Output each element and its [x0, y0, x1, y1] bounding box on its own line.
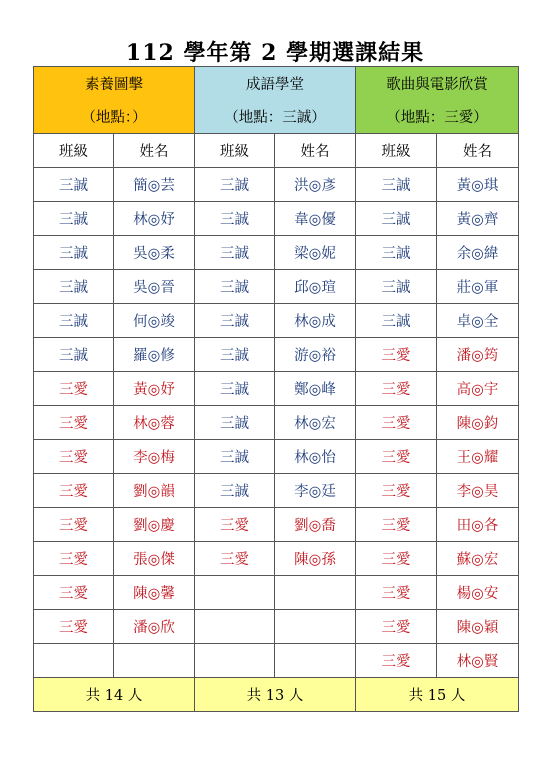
class-column-header: 班級 [34, 134, 114, 168]
student-name-cell: 韋◎優 [275, 202, 356, 236]
student-name-cell: 林◎妤 [114, 202, 195, 236]
student-name-cell: 簡◎芸 [114, 168, 195, 202]
class-cell: 三愛 [195, 542, 275, 576]
student-name-cell: 陳◎鈞 [437, 406, 519, 440]
class-cell: 三愛 [356, 372, 437, 406]
class-cell: 三誠 [356, 304, 437, 338]
class-cell [34, 644, 114, 678]
class-cell [195, 610, 275, 644]
column-header-row [34, 134, 519, 168]
table-row [34, 440, 519, 474]
class-cell: 三愛 [356, 542, 437, 576]
student-name-cell: 劉◎慶 [114, 508, 195, 542]
student-name-cell: 林◎宏 [275, 406, 356, 440]
class-cell: 三愛 [34, 406, 114, 440]
class-cell: 三愛 [195, 508, 275, 542]
course-name: 素養圖擊 [34, 67, 195, 101]
course-location-row [34, 100, 519, 134]
class-cell: 三誠 [34, 168, 114, 202]
table-row [34, 474, 519, 508]
course-location: （地點：三誠） [195, 100, 356, 134]
class-cell: 三愛 [356, 610, 437, 644]
student-name-cell: 劉◎韻 [114, 474, 195, 508]
class-cell: 三誠 [195, 406, 275, 440]
student-name-cell: 洪◎彥 [275, 168, 356, 202]
student-name-cell [114, 644, 195, 678]
class-cell: 三愛 [356, 644, 437, 678]
name-column-header: 姓名 [437, 134, 519, 168]
class-cell: 三誠 [34, 304, 114, 338]
class-cell: 三誠 [195, 270, 275, 304]
enrollment-table [33, 66, 519, 712]
class-cell [195, 644, 275, 678]
student-rows [34, 168, 519, 678]
student-name-cell: 吳◎晉 [114, 270, 195, 304]
student-name-cell: 陳◎孫 [275, 542, 356, 576]
student-name-cell: 蘇◎宏 [437, 542, 519, 576]
class-cell: 三誠 [195, 474, 275, 508]
class-cell: 三愛 [34, 508, 114, 542]
name-column-header: 姓名 [275, 134, 356, 168]
name-column-header: 姓名 [114, 134, 195, 168]
table-row [34, 372, 519, 406]
student-name-cell: 何◎竣 [114, 304, 195, 338]
student-name-cell [275, 576, 356, 610]
table-row [34, 610, 519, 644]
student-name-cell: 陳◎穎 [437, 610, 519, 644]
class-cell: 三誠 [195, 168, 275, 202]
student-name-cell: 梁◎妮 [275, 236, 356, 270]
student-name-cell: 羅◎修 [114, 338, 195, 372]
student-name-cell: 余◎緯 [437, 236, 519, 270]
class-cell: 三誠 [195, 440, 275, 474]
class-cell: 三愛 [356, 440, 437, 474]
class-cell: 三誠 [195, 202, 275, 236]
course-name: 歌曲與電影欣賞 [356, 67, 519, 101]
student-name-cell: 黃◎齊 [437, 202, 519, 236]
student-name-cell: 邱◎瑄 [275, 270, 356, 304]
class-cell: 三愛 [34, 610, 114, 644]
class-cell: 三誠 [195, 304, 275, 338]
course-total: 共 13 人 [195, 678, 356, 712]
class-cell: 三愛 [34, 372, 114, 406]
student-name-cell: 莊◎軍 [437, 270, 519, 304]
class-cell: 三誠 [34, 202, 114, 236]
table-row [34, 270, 519, 304]
class-cell: 三誠 [34, 338, 114, 372]
class-cell: 三愛 [356, 576, 437, 610]
student-name-cell: 李◎廷 [275, 474, 356, 508]
student-name-cell: 高◎宇 [437, 372, 519, 406]
table-row [34, 508, 519, 542]
student-name-cell: 田◎各 [437, 508, 519, 542]
student-name-cell: 吳◎柔 [114, 236, 195, 270]
class-cell: 三誠 [195, 372, 275, 406]
student-name-cell: 黃◎妤 [114, 372, 195, 406]
student-name-cell: 潘◎欣 [114, 610, 195, 644]
student-name-cell: 林◎賢 [437, 644, 519, 678]
class-column-header: 班級 [195, 134, 275, 168]
table-row [34, 202, 519, 236]
student-name-cell: 李◎梅 [114, 440, 195, 474]
table-row [34, 304, 519, 338]
table-row [34, 236, 519, 270]
total-row [34, 678, 519, 712]
class-cell: 三誠 [356, 202, 437, 236]
student-name-cell: 黃◎琪 [437, 168, 519, 202]
class-cell: 三愛 [34, 474, 114, 508]
table-row [34, 576, 519, 610]
class-cell: 三誠 [356, 168, 437, 202]
class-cell [195, 576, 275, 610]
course-total: 共 15 人 [356, 678, 519, 712]
student-name-cell: 潘◎筠 [437, 338, 519, 372]
student-name-cell: 林◎蓉 [114, 406, 195, 440]
page-title-text: 112 學年第 2 學期選課結果 [126, 40, 424, 69]
course-location: （地點：三愛） [356, 100, 519, 134]
page-title [0, 36, 550, 67]
student-name-cell: 卓◎全 [437, 304, 519, 338]
class-cell: 三誠 [356, 236, 437, 270]
class-cell: 三愛 [356, 508, 437, 542]
class-cell: 三誠 [195, 338, 275, 372]
student-name-cell: 游◎裕 [275, 338, 356, 372]
student-name-cell: 劉◎喬 [275, 508, 356, 542]
class-cell: 三誠 [195, 236, 275, 270]
student-name-cell: 王◎耀 [437, 440, 519, 474]
table-row [34, 644, 519, 678]
student-name-cell: 鄭◎峰 [275, 372, 356, 406]
class-cell: 三誠 [34, 236, 114, 270]
class-cell: 三誠 [356, 270, 437, 304]
class-cell: 三愛 [34, 542, 114, 576]
course-name: 成語學堂 [195, 67, 356, 101]
table-row [34, 406, 519, 440]
course-total: 共 14 人 [34, 678, 195, 712]
class-cell: 三誠 [34, 270, 114, 304]
course-name-row [34, 67, 519, 101]
class-column-header: 班級 [356, 134, 437, 168]
course-location: （地點：） [34, 100, 195, 134]
class-cell: 三愛 [356, 338, 437, 372]
student-name-cell [275, 644, 356, 678]
student-name-cell: 林◎成 [275, 304, 356, 338]
table-row [34, 542, 519, 576]
student-name-cell: 陳◎馨 [114, 576, 195, 610]
student-name-cell: 楊◎安 [437, 576, 519, 610]
class-cell: 三愛 [356, 406, 437, 440]
table-row [34, 338, 519, 372]
student-name-cell: 林◎怡 [275, 440, 356, 474]
student-name-cell: 李◎昊 [437, 474, 519, 508]
class-cell: 三愛 [356, 474, 437, 508]
class-cell: 三愛 [34, 576, 114, 610]
class-cell: 三愛 [34, 440, 114, 474]
student-name-cell [275, 610, 356, 644]
student-name-cell: 張◎傑 [114, 542, 195, 576]
table-row [34, 168, 519, 202]
